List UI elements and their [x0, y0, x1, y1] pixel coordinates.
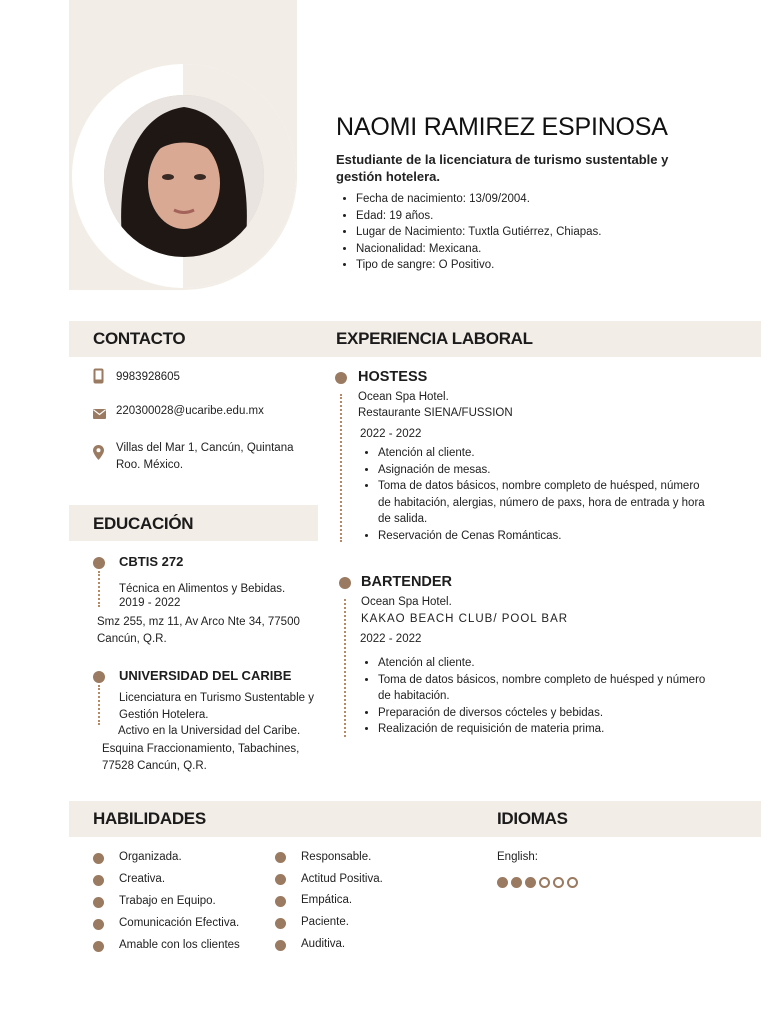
languages-title: IDIOMAS [497, 809, 568, 828]
skill-item: Creativa. [119, 873, 166, 885]
task-item: • Toma de datos básicos, nombre completo de huésped, número de habitación, alergias, número de paxs, hora de entrada y hora de salida. [378, 478, 708, 528]
detail-item: • Lugar de Nacimiento: Tuxtla Gutiérrez, Chiapas. [356, 224, 696, 241]
skill-dot [93, 897, 104, 908]
detail-item: • Edad: 19 años. [356, 208, 696, 225]
skill-dot [275, 940, 286, 951]
skill-item: Auditiva. [301, 938, 346, 950]
level-dot-filled [525, 877, 536, 888]
level-dot-filled [511, 877, 522, 888]
timeline-line [98, 685, 100, 725]
skill-dot [275, 918, 286, 929]
location-pin-icon [93, 445, 104, 460]
language-name: English: [497, 851, 538, 863]
level-dot-filled [497, 877, 508, 888]
contact-address: Villas del Mar 1, Cancún, Quintana Roo. México. [116, 442, 294, 471]
skills-title: HABILIDADES [93, 809, 206, 828]
skill-dot [275, 896, 286, 907]
skill-dot [275, 874, 286, 885]
skill-item: Empática. [301, 894, 353, 906]
task-item: • Toma de datos básicos, nombre completo de huésped y número de habitación. [378, 672, 708, 705]
detail-item: • Nacionalidad: Mexicana. [356, 241, 696, 258]
education-years: 2019 - 2022 [119, 597, 181, 609]
contact-email: 220300028@ucaribe.edu.mx [116, 405, 264, 417]
job-title: BARTENDER [361, 574, 453, 590]
task-item: • Asignación de mesas. [378, 462, 708, 479]
skill-item: Actitud Positiva. [301, 873, 383, 885]
skill-dot [93, 919, 104, 930]
task-item: • Atención al cliente. [378, 445, 708, 462]
job-years: 2022 - 2022 [360, 633, 422, 645]
education-status: Activo en la Universidad del Caribe. [118, 725, 301, 737]
skill-item: Comunicación Efectiva. [119, 917, 240, 929]
job-place: Ocean Spa Hotel. [361, 596, 452, 608]
job-place: KAKAO BEACH CLUB/ POOL BAR [361, 613, 569, 625]
level-dot-empty [539, 877, 550, 888]
contact-phone: 9983928605 [116, 371, 180, 383]
task-item: • Atención al cliente. [378, 655, 708, 672]
education-school: CBTIS 272 [119, 554, 184, 569]
detail-item: • Tipo de sangre: O Positivo. [356, 257, 696, 274]
detail-item: • Fecha de nacimiento: 13/09/2004. [356, 191, 696, 208]
job-tasks [360, 445, 708, 544]
mail-icon [93, 409, 106, 419]
education-school: UNIVERSIDAD DEL CARIBE [119, 668, 292, 683]
skill-item: Organizada. [119, 851, 182, 863]
job-place: Restaurante SIENA/FUSSION [358, 407, 513, 419]
timeline-dot [339, 577, 351, 589]
profile-photo [104, 95, 264, 257]
skill-item: Amable con los clientes [119, 939, 240, 951]
job-years: 2022 - 2022 [360, 428, 422, 440]
skill-dot [275, 852, 286, 863]
level-dot-empty [553, 877, 564, 888]
experience-title: EXPERIENCIA LABORAL [336, 329, 533, 348]
skill-item: Paciente. [301, 916, 349, 928]
education-address: Smz 255, mz 11, Av Arco Nte 34, 77500 Cancún, Q.R. [97, 616, 300, 645]
personal-details [338, 191, 696, 274]
skill-dot [93, 853, 104, 864]
timeline-line [344, 599, 346, 737]
task-item: • Realización de requisición de materia prima. [378, 721, 708, 738]
skill-item: Trabajo en Equipo. [119, 895, 216, 907]
education-title: EDUCACIÓN [93, 514, 194, 533]
level-dot-empty [567, 877, 578, 888]
job-tasks [360, 655, 708, 738]
education-address: Esquina Fraccionamiento, Tabachines, 77528 Cancún, Q.R. [102, 743, 300, 772]
timeline-line [340, 394, 342, 542]
education-program: Licenciatura en Turismo Sustentable y Gestión Hotelera. [119, 692, 314, 721]
task-item: • Preparación de diversos cócteles y bebidas. [378, 705, 708, 722]
education-program: Técnica en Alimentos y Bebidas. [119, 583, 286, 595]
timeline-dot [93, 557, 105, 569]
job-place: Ocean Spa Hotel. [358, 391, 449, 403]
profile-subtitle: Estudiante de la licenciatura de turismo sustentable y gestión hotelera. [336, 152, 669, 184]
contact-title: CONTACTO [93, 329, 186, 348]
skill-dot [93, 875, 104, 886]
language-level-rating [497, 875, 581, 893]
timeline-line [98, 571, 100, 607]
timeline-dot [93, 671, 105, 683]
timeline-dot [335, 372, 347, 384]
full-name: NAOMI RAMIREZ ESPINOSA [336, 113, 668, 141]
skill-item: Responsable. [301, 851, 372, 863]
skill-dot [93, 941, 104, 952]
phone-icon [93, 368, 104, 384]
task-item: • Reservación de Cenas Románticas. [378, 528, 708, 545]
job-title: HOSTESS [358, 369, 428, 385]
